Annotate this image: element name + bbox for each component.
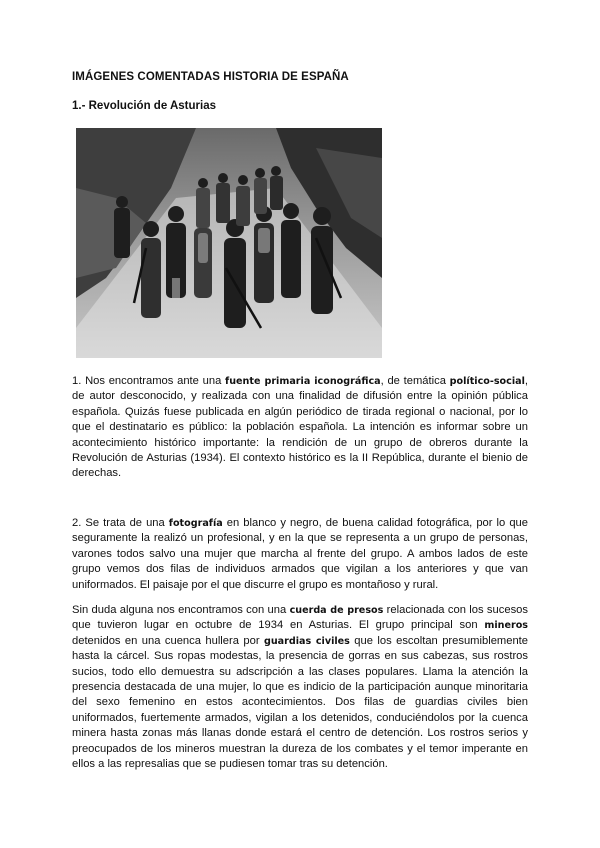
keyword: cuerda de presos [289, 605, 384, 616]
keyword: fuente primaria iconográfica [225, 376, 381, 387]
keyword: guardias civiles [263, 635, 350, 647]
paragraph-2: 2. Se trata de una fotografía en blanco y negro, de buena calidad fotográfica, por lo que seguramente la realizó un profesional, y en la que se representa a un grupo de personas, varones todos salvo una mujer que marcha al frente del grupo. A ambos lados de este grupo vemos dos filas de individuos armados que vigilan a los anteriores y que van uniformados. El paisaje por el que discurre el grupo es montañoso y rural. [72, 517, 528, 591]
photo-graphic [76, 128, 382, 358]
paragraph-3: Sin duda alguna nos encontramos con una cuerda de presos relacionada con los sucesos que tuvieron lugar en octubre de 1934 en Asturias. El grupo principal son mineros detenidos en una cuenca hullera por guardias civiles que los escoltan presumiblemente hasta la cárcel. Sus ropas modestas, la presencia de gorras en sus cabezas, sus rostros sucios, todo ello demuestra su adscripción a las clases populares. Llama la atención la presencia destacada de una mujer, lo que es indicio de la participación aunque minoritaria del sexo femenino en estos acontecimientos. Dos filas de guardias civiles bien uniformados, fuertemente armados, vigilan a los detenidos, conduciéndolos por la cuenca minera hasta zonas más llanas donde estará el centro de detención. Los rostros serios y preocupados de los mineros muestran la dureza de los combates y el temor imperante en ellos a las represalias que se pudiesen tomar tras su detención. [72, 604, 529, 771]
keyword: mineros [484, 620, 528, 632]
document-title: IMÁGENES COMENTADAS HISTORIA DE ESPAÑA [72, 71, 349, 83]
keyword: fotografía [168, 518, 223, 529]
section-title: 1.- Revolución de Asturias [72, 100, 216, 112]
paragraph-1: 1. Nos encontramos ante una fuente primaria iconográfica, de temática político-social, de autor desconocido, y realizada con una finalidad de difusión entre la opinión pública española. Quizás fuese publicada en algún periódico de tirada regional o nacional, por lo que el destinatario es público: la población española. La intención es informar sobre un acontecimiento histórico importante: la rendición de un grupo de obreros durante la Revolución de Asturias (1934). El contexto histórico es la II República, durante el bienio de derechas. [72, 375, 528, 480]
keyword: político-social [449, 376, 525, 387]
historical-photo [76, 128, 382, 358]
